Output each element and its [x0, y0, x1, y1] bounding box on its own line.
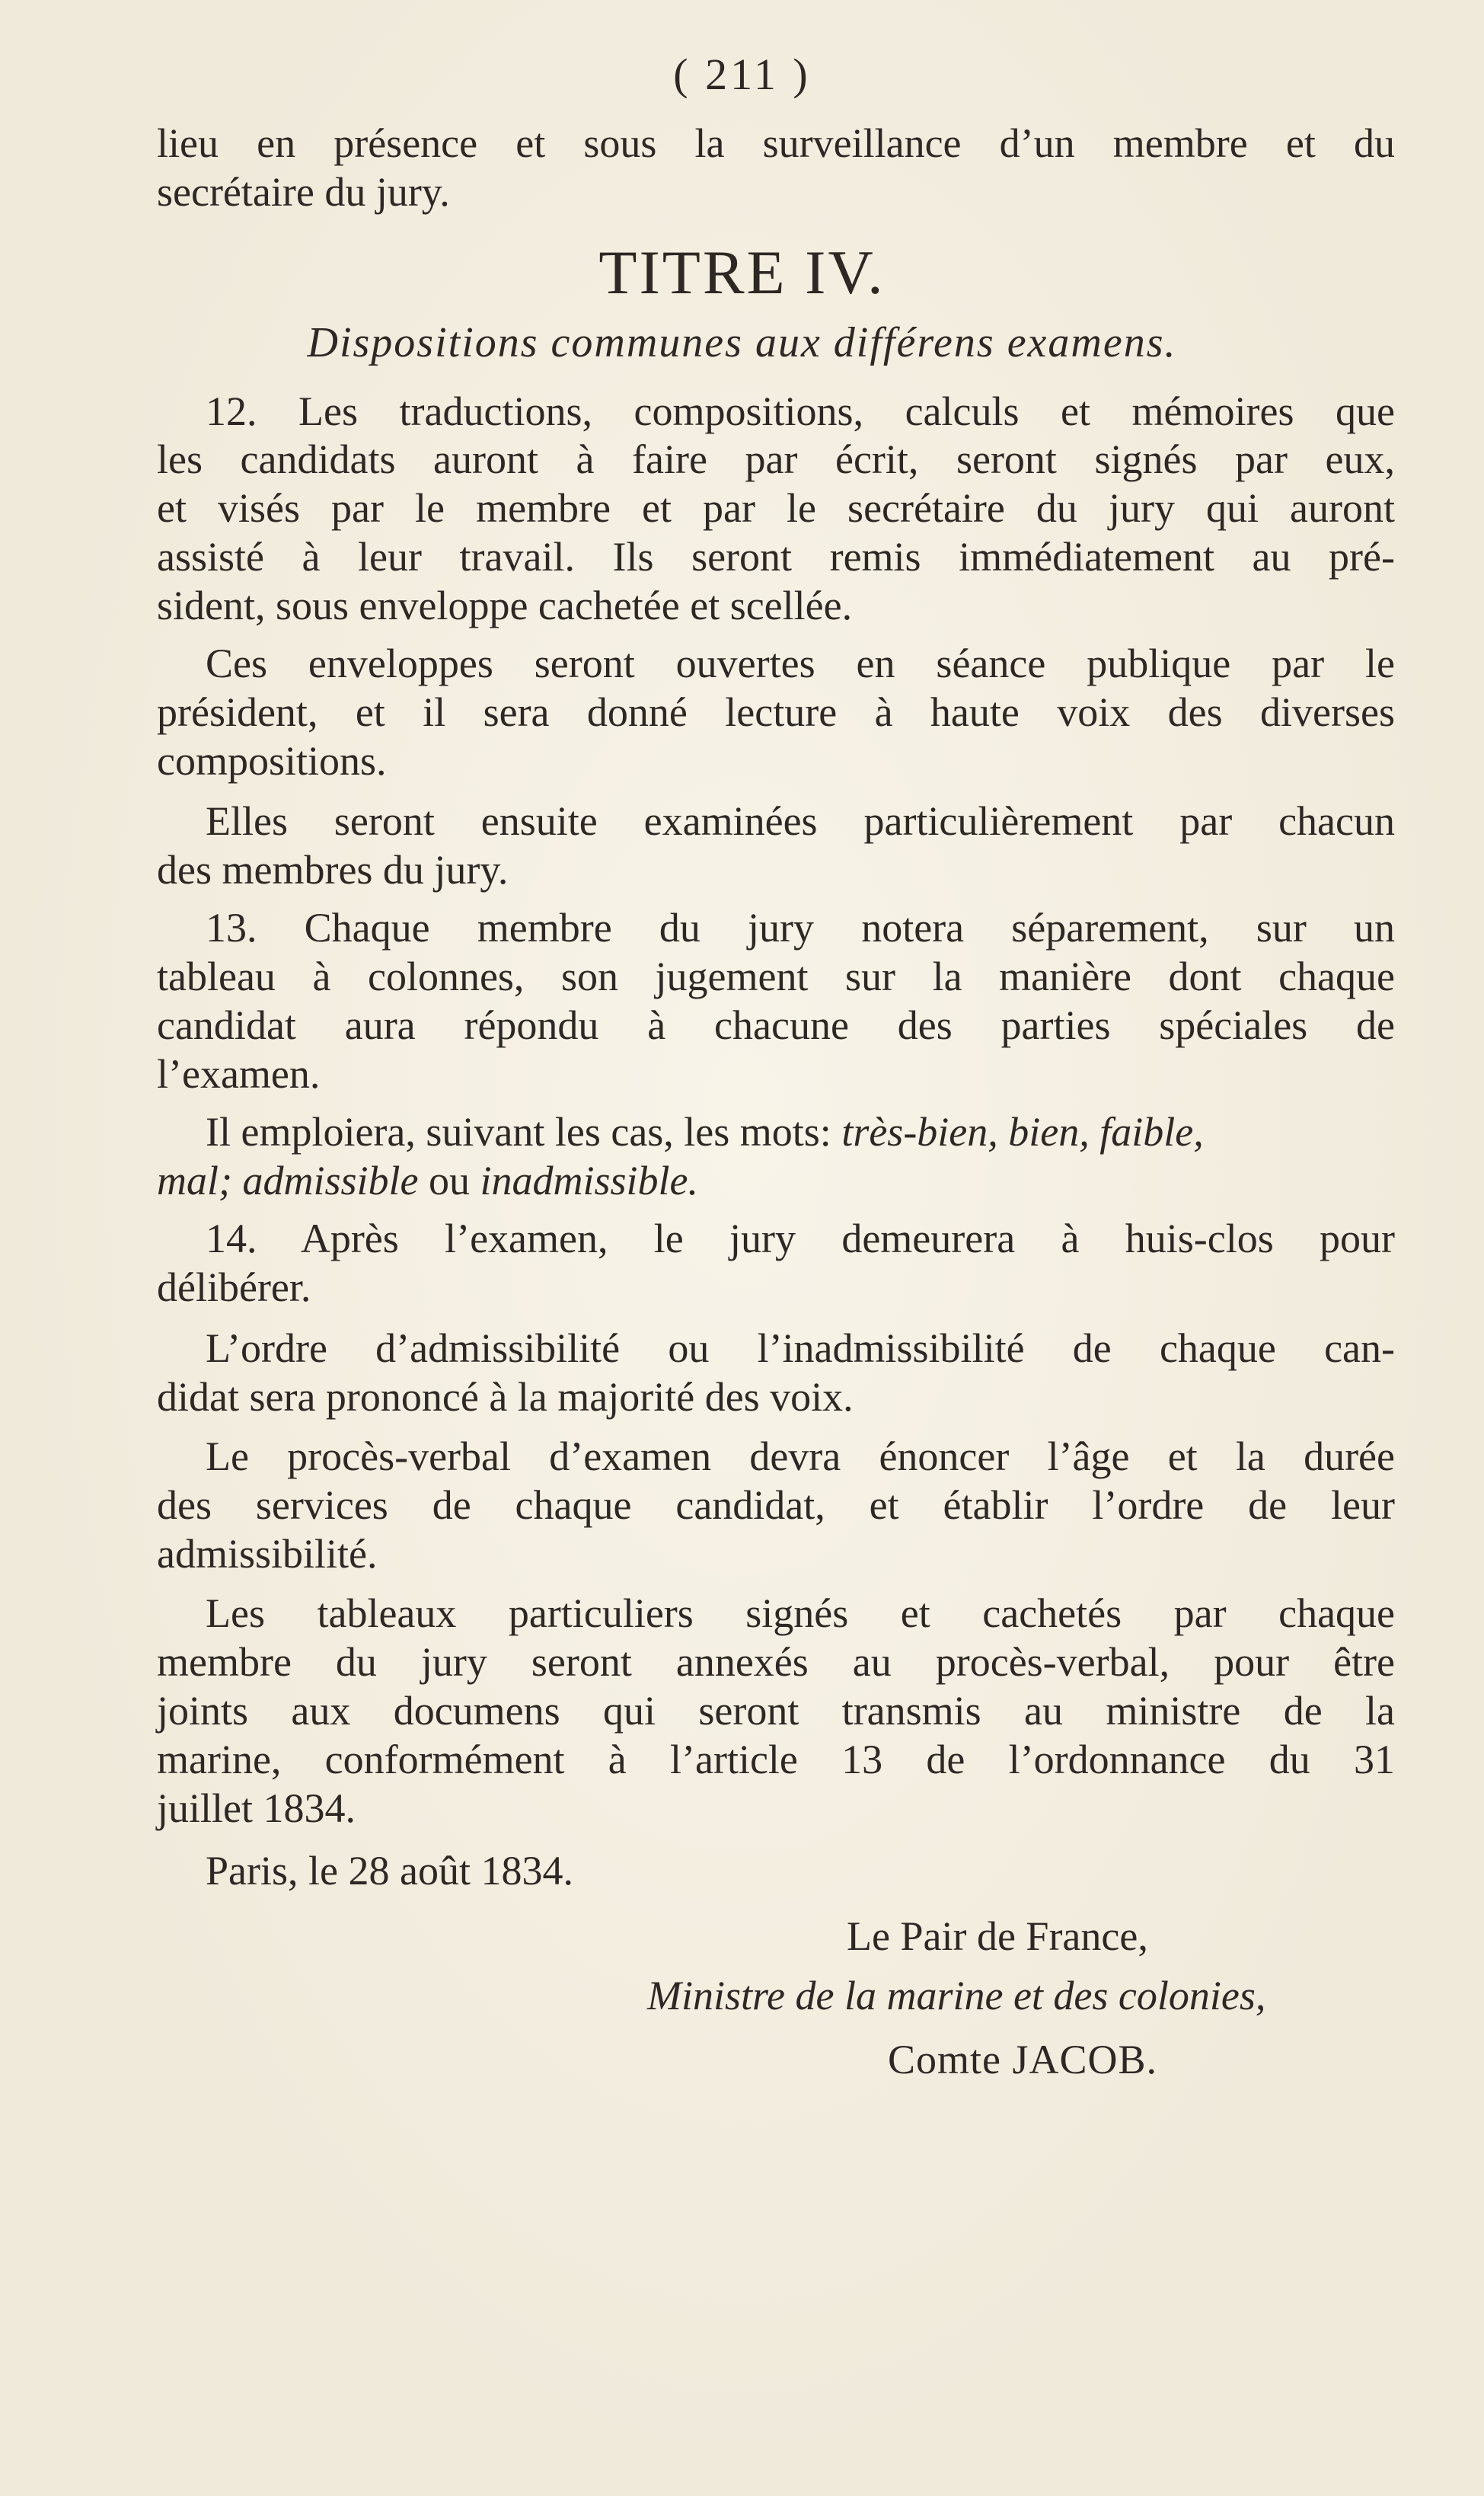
text-line: des membres du jury.: [157, 847, 509, 893]
text-line: lieu en présence et sous la surveillance d’un membre et du: [157, 120, 1395, 166]
signature-name: Comte JACOB.: [888, 2037, 1158, 2082]
text-line: sident, sous enveloppe cachetée et scellée.: [157, 583, 853, 628]
text-line: 14. Après l’examen, le jury demeurera à huis-clos pour: [206, 1216, 1395, 1261]
text-span: Il emploiera, suivant les cas, les mots:: [206, 1109, 842, 1155]
italic-terms: mal; admissible: [157, 1158, 419, 1203]
text-span: ou: [418, 1158, 480, 1203]
text-line: Le procès-verbal d’examen devra énoncer l’âge et la durée: [206, 1433, 1395, 1479]
text-line: l’examen.: [157, 1051, 321, 1097]
text-line: 12. Les traductions, compositions, calculs et mémoires que: [206, 388, 1395, 434]
text-line: Elles seront ensuite examinées particulièrement par chacun: [206, 798, 1395, 844]
text-line: les candidats auront à faire par écrit, seront signés par eux,: [157, 436, 1395, 482]
text-line: compositions.: [157, 738, 387, 784]
text-line: Les tableaux particuliers signés et cachetés par chaque: [206, 1590, 1395, 1636]
text-line: tableau à colonnes, son jugement sur la manière dont chaque: [157, 954, 1395, 999]
text-line: assisté à leur travail. Ils seront remis immédiatement au pré-: [157, 534, 1395, 580]
text-line: des services de chaque candidat, et établir l’ordre de leur: [157, 1482, 1395, 1528]
text-line: Ces enveloppes seront ouvertes en séance publique par le: [206, 641, 1395, 686]
signature-office: Ministre de la marine et des colonies,: [647, 1973, 1266, 2018]
section-title: TITRE IV.: [598, 238, 886, 307]
text-line: 13. Chaque membre du jury notera séparement, sur un: [206, 905, 1395, 951]
italic-terms: très-bien, bien, faible,: [841, 1109, 1204, 1155]
text-line: délibérer.: [157, 1264, 311, 1310]
text-line: président, et il sera donné lecture à haute voix des diverses: [157, 689, 1395, 735]
text-line: juillet 1834.: [157, 1785, 356, 1831]
date-line: Paris, le 28 août 1834.: [206, 1848, 573, 1894]
text-line: L’ordre d’admissibilité ou l’inadmissibilité de chaque can-: [206, 1325, 1395, 1371]
text-line: marine, conformément à l’article 13 de l’ordonnance du 31: [157, 1737, 1395, 1782]
text-line: secrétaire du jury.: [157, 169, 450, 215]
text-line: candidat aura répondu à chacune des parties spéciales de: [157, 1002, 1395, 1048]
text-line: joints aux documens qui seront transmis au ministre de la: [157, 1688, 1395, 1734]
text-line: admissibilité.: [157, 1531, 378, 1577]
text-line: [206, 1107, 1204, 1156]
text-line: [157, 1156, 698, 1205]
signature-title: Le Pair de France,: [847, 1913, 1148, 1959]
page-number: ( 211 ): [673, 50, 811, 99]
text-line: didat sera prononcé à la majorité des voix.: [157, 1374, 854, 1420]
text-line: membre du jury seront annexés au procès-verbal, pour être: [157, 1639, 1395, 1685]
italic-terms: inadmissible.: [480, 1158, 699, 1203]
section-subtitle: Dispositions communes aux différens examens.: [307, 319, 1177, 366]
text-line: et visés par le membre et par le secrétaire du jury qui auront: [157, 485, 1395, 531]
